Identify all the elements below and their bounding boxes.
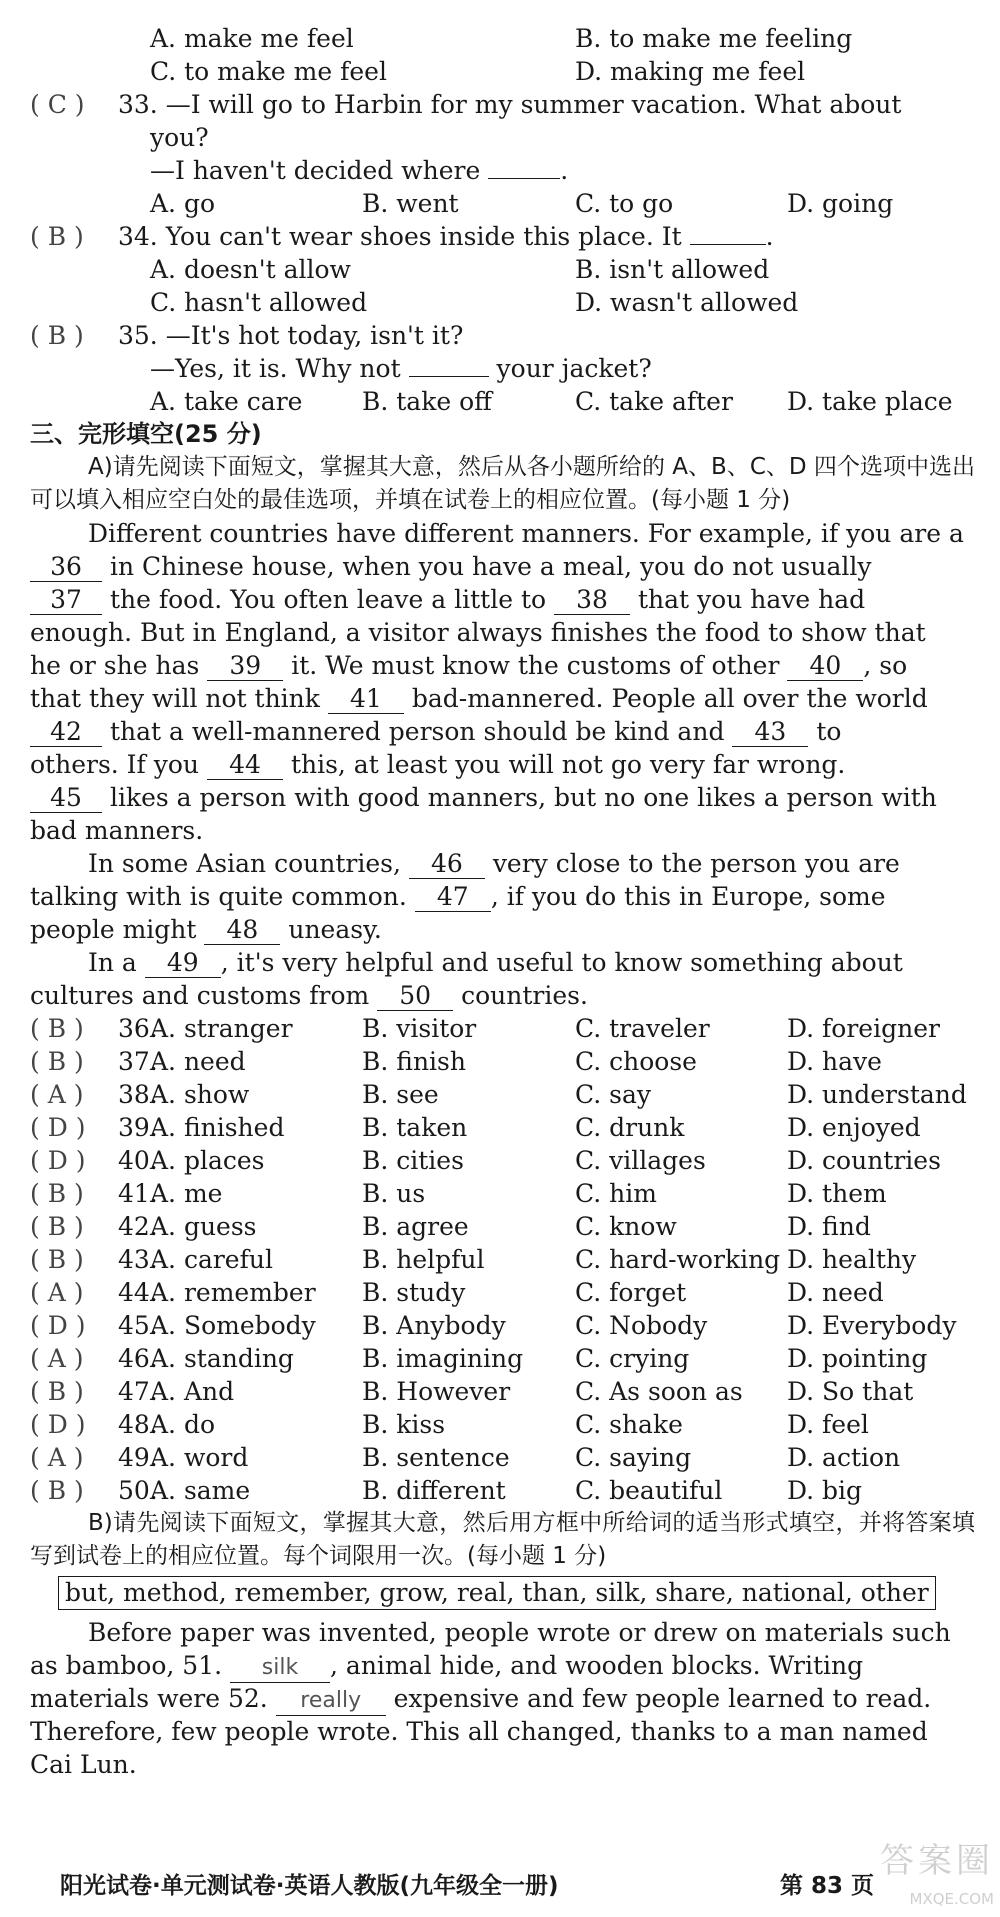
choice-c: C. crying	[575, 1344, 690, 1373]
passage-line: Cai Lun.	[30, 1750, 137, 1779]
choice-c: C. hasn't allowed	[150, 288, 368, 317]
choice-row	[30, 1342, 975, 1375]
passage-line: to	[816, 717, 842, 746]
question-number: 46.	[118, 1344, 158, 1373]
passage-line: , it's very helpful and useful to know something about	[220, 948, 903, 977]
blank-43[interactable]: 43	[732, 718, 808, 747]
choice-row	[30, 1078, 975, 1111]
choice-a: A. guess	[150, 1212, 257, 1241]
blank-38[interactable]: 38	[554, 586, 630, 615]
answer-mark: ( B )	[30, 1377, 84, 1406]
choice-a: A. take care	[150, 387, 303, 416]
question-number: 47.	[118, 1377, 158, 1406]
answer-mark: ( D )	[30, 1113, 86, 1142]
choice-row	[30, 1045, 975, 1078]
passage-line: it. We must know the customs of other	[291, 651, 780, 680]
choice-row	[30, 286, 975, 319]
answer-51[interactable]: silk	[230, 1654, 330, 1683]
page-footer	[60, 1870, 960, 1903]
choice-c: C. know	[575, 1212, 677, 1241]
answer-mark: ( A )	[30, 1443, 84, 1472]
question-35	[30, 319, 975, 352]
question-number: 39.	[118, 1113, 158, 1142]
option-b: B. to make me feeling	[575, 24, 853, 53]
choice-d: D. find	[787, 1212, 871, 1241]
choice-row	[30, 1210, 975, 1243]
passage-line: very close to the person you are	[492, 849, 900, 878]
choice-d: D. countries	[787, 1146, 941, 1175]
footer-title: 阳光试卷·单元测试卷·英语人教版(九年级全一册)	[60, 1873, 559, 1899]
blank-45[interactable]: 45	[30, 784, 102, 813]
option-row	[30, 55, 975, 88]
question-stem: 34. You can't wear shoes inside this place. It .	[118, 222, 774, 251]
passage-line: , if you do this in Europe, some	[490, 882, 886, 911]
choice-a: A. go	[150, 189, 216, 218]
choice-d: D. foreigner	[787, 1014, 940, 1043]
passage-line: that they will not think	[30, 684, 320, 713]
choice-c: C. hard-working	[575, 1245, 781, 1274]
question-number: 42.	[118, 1212, 158, 1241]
choice-b: B. kiss	[362, 1410, 446, 1439]
question-number: 44.	[118, 1278, 158, 1307]
question-33	[30, 88, 975, 121]
choice-c: C. shake	[575, 1410, 683, 1439]
passage-line: this, at least you will not go very far wrong.	[290, 750, 846, 779]
passage-line: others. If you	[30, 750, 200, 779]
option-c: C. to make me feel	[150, 57, 387, 86]
blank-49[interactable]: 49	[145, 949, 221, 978]
question-number: 48.	[118, 1410, 158, 1439]
choice-list	[30, 1012, 975, 1507]
passage-line: Different countries have different manners. For example, if you are a	[88, 519, 964, 548]
choice-c: C. him	[575, 1179, 657, 1208]
choice-c: C. saying	[575, 1443, 692, 1472]
choice-a: A. same	[150, 1476, 251, 1505]
answer-mark: ( D )	[30, 1410, 86, 1439]
choice-b: B. isn't allowed	[575, 255, 770, 284]
passage-line: , so	[863, 651, 908, 680]
choice-c: C. Nobody	[575, 1311, 708, 1340]
choice-b: B. different	[362, 1476, 506, 1505]
choice-row	[30, 1408, 975, 1441]
choice-c: C. As soon as	[575, 1377, 743, 1406]
choice-row	[30, 1474, 975, 1507]
watermark-logo	[844, 1839, 994, 1909]
choice-b: B. taken	[362, 1113, 468, 1142]
answer-mark: ( A )	[30, 1080, 84, 1109]
choice-c: C. take after	[575, 387, 733, 416]
choice-d: D. big	[787, 1476, 863, 1505]
choice-b: B. imagining	[362, 1344, 524, 1373]
exam-page	[30, 22, 975, 1781]
blank-50[interactable]: 50	[377, 982, 453, 1011]
answer-52[interactable]: really	[276, 1687, 386, 1716]
choice-row	[30, 1111, 975, 1144]
choice-row	[30, 1144, 975, 1177]
passage-line: talking with is quite common.	[30, 882, 407, 911]
section-b-instructions: B)请先阅读下面短文，掌握其大意，然后用方框中所给词的适当形式填空，并将答案填写到试卷上的相应位置。每个词限用一次。(每小题 1 分)	[30, 1510, 975, 1569]
passage-line: bad manners.	[30, 816, 204, 845]
choice-a: A. need	[150, 1047, 246, 1076]
question-stem: 33. —I will go to Harbin for my summer vacation. What about	[118, 90, 902, 119]
choice-d: D. take place	[787, 387, 953, 416]
passage-line: that you have had	[637, 585, 866, 614]
choice-b: B. take off	[362, 387, 492, 416]
choice-a: A. doesn't allow	[150, 255, 351, 284]
blank-48[interactable]: 48	[204, 916, 280, 945]
passage-line: that a well-mannered person should be kind and	[109, 717, 725, 746]
choice-row	[30, 1309, 975, 1342]
choice-d: D. understand	[787, 1080, 967, 1109]
question-stem: you?	[150, 123, 209, 152]
choice-b: B. study	[362, 1278, 466, 1307]
blank-44[interactable]: 44	[207, 751, 283, 780]
passage-line: materials were 52.	[30, 1684, 268, 1713]
choice-c: C. traveler	[575, 1014, 710, 1043]
choice-d: D. Everybody	[787, 1311, 957, 1340]
question-33-cont	[30, 154, 975, 187]
answer-mark: ( B )	[30, 1047, 84, 1076]
question-number: 49.	[118, 1443, 158, 1472]
blank-36[interactable]: 36	[30, 553, 102, 582]
passage-line: the food. You often leave a little to	[109, 585, 547, 614]
choice-d: D. going	[787, 189, 894, 218]
option-row	[30, 22, 975, 55]
choice-a: A. And	[150, 1377, 235, 1406]
choice-b: B. helpful	[362, 1245, 485, 1274]
choice-a: A. Somebody	[150, 1311, 316, 1340]
choice-b: B. agree	[362, 1212, 469, 1241]
question-stem: —Yes, it is. Why not your jacket?	[150, 354, 652, 383]
choice-a: A. finished	[150, 1113, 285, 1142]
choice-a: A. careful	[150, 1245, 273, 1274]
passage-line: enough. But in England, a visitor always finishes the food to show that	[30, 618, 926, 647]
question-number: 36.	[118, 1014, 158, 1043]
passage-line: in Chinese house, when you have a meal, you do not usually	[109, 552, 872, 581]
choice-c: C. drunk	[575, 1113, 685, 1142]
answer-mark: ( B )	[30, 222, 84, 251]
choice-d: D. need	[787, 1278, 884, 1307]
choice-row	[30, 1441, 975, 1474]
choice-b: B. cities	[362, 1146, 464, 1175]
passage-line: , animal hide, and wooden blocks. Writing	[330, 1651, 864, 1680]
choice-row	[30, 1276, 975, 1309]
choice-c: C. forget	[575, 1278, 687, 1307]
answer-mark: ( A )	[30, 1278, 84, 1307]
choice-b: B. Anybody	[362, 1311, 506, 1340]
choice-row	[30, 1177, 975, 1210]
choice-d: D. wasn't allowed	[575, 288, 799, 317]
choice-a: A. standing	[150, 1344, 294, 1373]
choice-d: D. pointing	[787, 1344, 928, 1373]
choice-d: D. enjoyed	[787, 1113, 921, 1142]
choice-b: B. However	[362, 1377, 511, 1406]
answer-mark: ( B )	[30, 1245, 84, 1274]
question-stem: —I haven't decided where .	[150, 156, 569, 185]
choice-d: D. feel	[787, 1410, 869, 1439]
passage-line: cultures and customs from	[30, 981, 370, 1010]
question-number: 38.	[118, 1080, 158, 1109]
blank-40[interactable]: 40	[787, 652, 863, 681]
choice-b: B. visitor	[362, 1014, 477, 1043]
question-35-cont	[30, 352, 975, 385]
choice-a: A. word	[150, 1443, 249, 1472]
choice-a: A. stranger	[150, 1014, 293, 1043]
choice-a: A. remember	[150, 1278, 316, 1307]
choice-b: B. see	[362, 1080, 439, 1109]
choice-c: C. beautiful	[575, 1476, 723, 1505]
choice-row	[30, 1012, 975, 1045]
choice-d: D. healthy	[787, 1245, 917, 1274]
answer-blank[interactable]	[690, 244, 766, 245]
choice-b: B. went	[362, 189, 459, 218]
watermark-text: 答案圈	[880, 1841, 994, 1881]
option-d: D. making me feel	[575, 57, 806, 86]
question-number: 45.	[118, 1311, 158, 1340]
blank-46[interactable]: 46	[409, 850, 485, 879]
choice-a: A. me	[150, 1179, 223, 1208]
blank-39[interactable]: 39	[207, 652, 283, 681]
answer-mark: ( B )	[30, 1014, 84, 1043]
blank-41[interactable]: 41	[328, 685, 404, 714]
choice-c: C. villages	[575, 1146, 706, 1175]
blank-47[interactable]: 47	[415, 883, 491, 912]
answer-mark: ( D )	[30, 1146, 86, 1175]
watermark-site: MXQE.COM	[909, 1890, 994, 1908]
choice-d: D. So that	[787, 1377, 914, 1406]
choice-row	[30, 187, 975, 220]
blank-37[interactable]: 37	[30, 586, 102, 615]
choice-d: D. them	[787, 1179, 887, 1208]
answer-mark: ( C )	[30, 90, 85, 119]
passage-line: In a	[88, 948, 137, 977]
option-a: A. make me feel	[150, 24, 354, 53]
question-number: 41.	[118, 1179, 158, 1208]
choice-row	[30, 385, 975, 418]
choice-d: D. have	[787, 1047, 882, 1076]
question-33-cont	[30, 121, 975, 154]
passage-line: expensive and few people learned to read.	[393, 1684, 932, 1713]
question-stem: 35. —It's hot today, isn't it?	[118, 321, 464, 350]
choice-c: C. choose	[575, 1047, 697, 1076]
choice-a: A. places	[150, 1146, 265, 1175]
page-number: 第 83 页	[780, 1873, 875, 1899]
passage-line: Therefore, few people wrote. This all changed, thanks to a man named	[30, 1717, 928, 1746]
passage-line: countries.	[461, 981, 588, 1010]
passage-a	[30, 517, 975, 1012]
choice-row	[30, 253, 975, 286]
choice-b: B. sentence	[362, 1443, 510, 1472]
word-box: but, method, remember, grow, real, than, silk, share, national, other	[58, 1576, 936, 1610]
answer-mark: ( B )	[30, 1179, 84, 1208]
answer-mark: ( B )	[30, 1476, 84, 1505]
question-number: 40.	[118, 1146, 158, 1175]
question-number: 50.	[118, 1476, 158, 1505]
choice-a: A. do	[150, 1410, 216, 1439]
choice-row	[30, 1243, 975, 1276]
passage-line: In some Asian countries,	[88, 849, 401, 878]
passage-line: he or she has	[30, 651, 200, 680]
choice-d: D. action	[787, 1443, 901, 1472]
section-heading: 三、完形填空(25 分)	[30, 420, 262, 448]
blank-42[interactable]: 42	[30, 718, 102, 747]
choice-c: C. say	[575, 1080, 651, 1109]
question-number: 43.	[118, 1245, 158, 1274]
passage-b	[30, 1616, 975, 1781]
passage-line: uneasy.	[288, 915, 382, 944]
answer-blank[interactable]	[409, 376, 489, 377]
section-instructions: A)请先阅读下面短文，掌握其大意，然后从各小题所给的 A、B、C、D 四个选项中选出可以填入相应空白处的最佳选项，并填在试卷上的相应位置。(每小题 1 分)	[30, 454, 975, 513]
passage-line: likes a person with good manners, but no one likes a person with	[109, 783, 937, 812]
answer-mark: ( A )	[30, 1344, 84, 1373]
passage-line: people might	[30, 915, 197, 944]
question-number: 37.	[118, 1047, 158, 1076]
answer-mark: ( D )	[30, 1311, 86, 1340]
choice-b: B. finish	[362, 1047, 466, 1076]
question-34	[30, 220, 975, 253]
passage-line: as bamboo, 51.	[30, 1651, 223, 1680]
passage-line: Before paper was invented, people wrote or drew on materials such	[88, 1618, 951, 1647]
answer-blank[interactable]	[488, 178, 560, 179]
choice-row	[30, 1375, 975, 1408]
choice-b: B. us	[362, 1179, 426, 1208]
answer-mark: ( B )	[30, 1212, 84, 1241]
choice-c: C. to go	[575, 189, 674, 218]
passage-line: bad-mannered. People all over the world	[411, 684, 928, 713]
choice-a: A. show	[150, 1080, 250, 1109]
answer-mark: ( B )	[30, 321, 84, 350]
